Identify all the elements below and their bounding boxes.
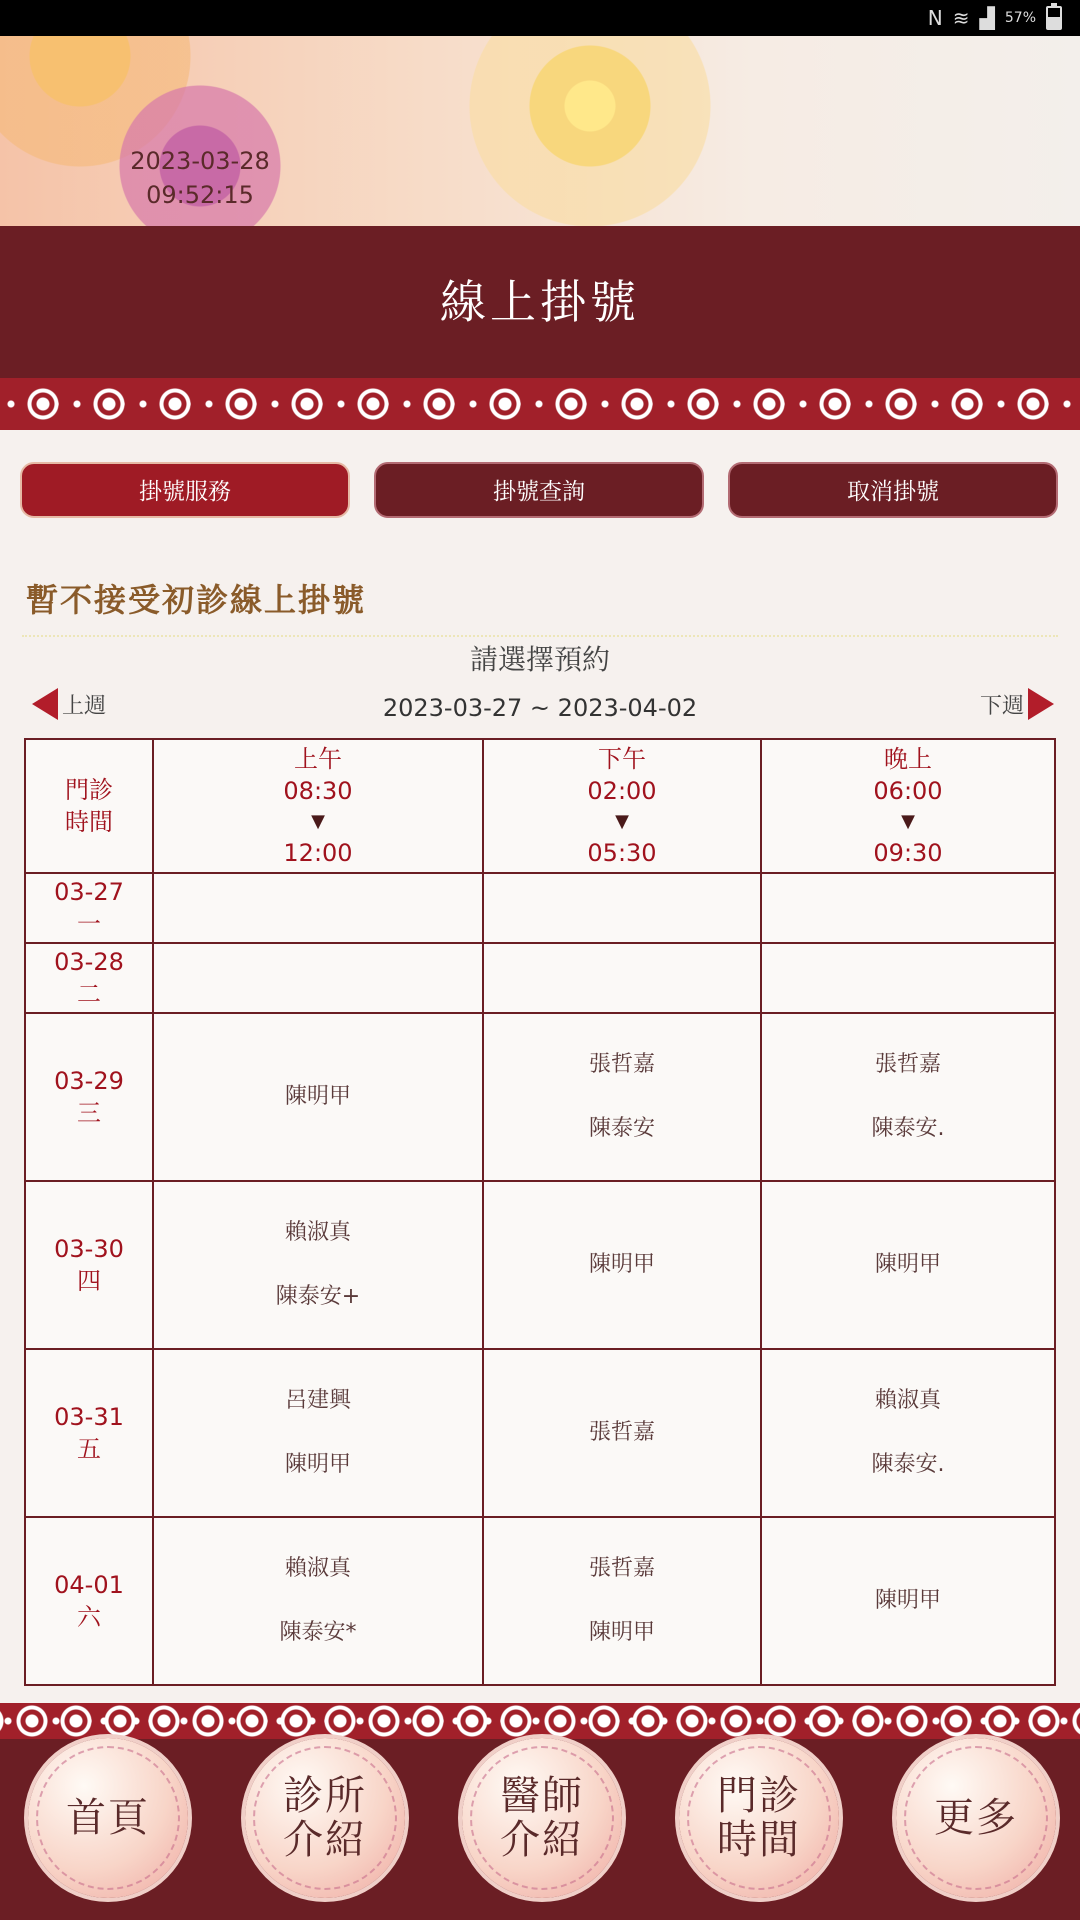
slot-cell: [483, 1349, 761, 1517]
slot-cell: [761, 1013, 1055, 1181]
nav-clinic-hours-button[interactable]: 門診 時間: [679, 1738, 839, 1898]
doctor-link[interactable]: 張哲嘉: [588, 1420, 655, 1445]
tab-bar: [20, 462, 1060, 518]
decorative-border-bottom: [0, 1703, 1080, 1739]
nfc-icon: N: [927, 6, 943, 30]
arrow-down-icon: ▼: [901, 811, 915, 832]
session-header-evening: 晚上 06:00 ▼ 09:30: [761, 739, 1055, 873]
schedule-row: [25, 873, 1055, 943]
doctor-link[interactable]: 張哲嘉: [588, 1052, 655, 1077]
doctor-link[interactable]: 呂建興: [284, 1388, 351, 1413]
day-cell: 03-27 一: [25, 873, 153, 943]
doctor-link[interactable]: 陳明甲: [874, 1252, 941, 1277]
doctor-link[interactable]: 賴淑真: [874, 1388, 941, 1413]
session-header-afternoon: 下午 02:00 ▼ 05:30: [483, 739, 761, 873]
tab-register-query[interactable]: 掛號查詢: [374, 462, 704, 518]
corner-header: 門診 時間: [25, 739, 153, 873]
arrow-down-icon: ▼: [615, 811, 629, 832]
schedule-row: [25, 1013, 1055, 1181]
page-title: 線上掛號: [0, 226, 1080, 378]
slot-cell: [761, 943, 1055, 1013]
slot-cell: [761, 873, 1055, 943]
slot-cell: [153, 1517, 483, 1685]
schedule-row: [25, 1181, 1055, 1349]
nav-home-button[interactable]: 首頁: [28, 1738, 188, 1898]
schedule-row: [25, 1349, 1055, 1517]
next-week-label: 下週: [979, 693, 1024, 719]
doctor-link[interactable]: 陳泰安+: [275, 1284, 361, 1309]
floral-header: [0, 36, 1080, 226]
doctor-link[interactable]: 陳泰安.: [871, 1116, 945, 1141]
day-cell: 03-31 五: [25, 1349, 153, 1517]
slot-cell: [483, 873, 761, 943]
select-title: 請選擇預約: [469, 643, 610, 676]
doctor-link[interactable]: 陳明甲: [284, 1452, 351, 1477]
doctor-link[interactable]: 陳明甲: [588, 1252, 655, 1277]
doctor-link[interactable]: 陳明甲: [874, 1588, 941, 1613]
slot-cell: [761, 1349, 1055, 1517]
slot-cell: [483, 1013, 761, 1181]
tab-register-service[interactable]: 掛號服務: [20, 462, 350, 518]
slot-cell: [761, 1517, 1055, 1685]
doctor-link[interactable]: 陳明甲: [284, 1084, 351, 1109]
slot-cell: [153, 1181, 483, 1349]
arrow-down-icon: ▼: [311, 811, 325, 832]
slot-cell: [483, 943, 761, 1013]
signal-icon: ▟: [979, 6, 995, 30]
doctor-link[interactable]: 張哲嘉: [588, 1556, 655, 1581]
battery-percent: 57%: [1004, 10, 1036, 26]
slot-cell: [153, 1349, 483, 1517]
wifi-icon: ≋: [952, 6, 970, 30]
slot-cell: [153, 943, 483, 1013]
notice-text: 暫不接受初診線上掛號: [26, 581, 367, 619]
status-bar: [0, 0, 1080, 36]
doctor-link[interactable]: 陳泰安: [588, 1116, 655, 1141]
arrow-left-icon: [32, 688, 58, 720]
schedule-table: [24, 738, 1056, 1686]
divider: [22, 635, 1058, 637]
schedule-header-row: [25, 739, 1055, 873]
nav-clinic-intro-button[interactable]: 診所 介紹: [245, 1738, 405, 1898]
nav-more-button[interactable]: 更多: [896, 1738, 1056, 1898]
slot-cell: [483, 1517, 761, 1685]
next-week-button[interactable]: [980, 688, 1054, 720]
slot-cell: [153, 873, 483, 943]
day-cell: 03-28 二: [25, 943, 153, 1013]
day-cell: 03-29 三: [25, 1013, 153, 1181]
current-time: 09:52:15: [146, 181, 254, 209]
battery-icon: [1046, 6, 1062, 30]
current-date: 2023-03-28: [130, 147, 270, 175]
week-range: 2023-03-27 ~ 2023-04-02: [382, 694, 698, 722]
prev-week-label: 上週: [62, 693, 107, 719]
session-header-morning: 上午 08:30 ▼ 12:00: [153, 739, 483, 873]
prev-week-button[interactable]: [32, 688, 106, 720]
day-cell: 03-30 四: [25, 1181, 153, 1349]
doctor-link[interactable]: 陳泰安.: [871, 1452, 945, 1477]
slot-cell: [483, 1181, 761, 1349]
slot-cell: [153, 1013, 483, 1181]
arrow-right-icon: [1028, 688, 1054, 720]
schedule-row: [25, 1517, 1055, 1685]
doctor-link[interactable]: 陳泰安*: [279, 1620, 357, 1645]
datetime: [110, 144, 290, 212]
tab-cancel-register[interactable]: 取消掛號: [728, 462, 1058, 518]
doctor-link[interactable]: 陳明甲: [588, 1620, 655, 1645]
doctor-link[interactable]: 張哲嘉: [874, 1052, 941, 1077]
doctor-link[interactable]: 賴淑真: [284, 1220, 351, 1245]
day-cell: 04-01 六: [25, 1517, 153, 1685]
nav-doctor-intro-button[interactable]: 醫師 介紹: [462, 1738, 622, 1898]
week-nav: [26, 688, 1054, 728]
doctor-link[interactable]: 賴淑真: [284, 1556, 351, 1581]
decorative-border: [0, 378, 1080, 430]
schedule-row: [25, 943, 1055, 1013]
slot-cell: [761, 1181, 1055, 1349]
